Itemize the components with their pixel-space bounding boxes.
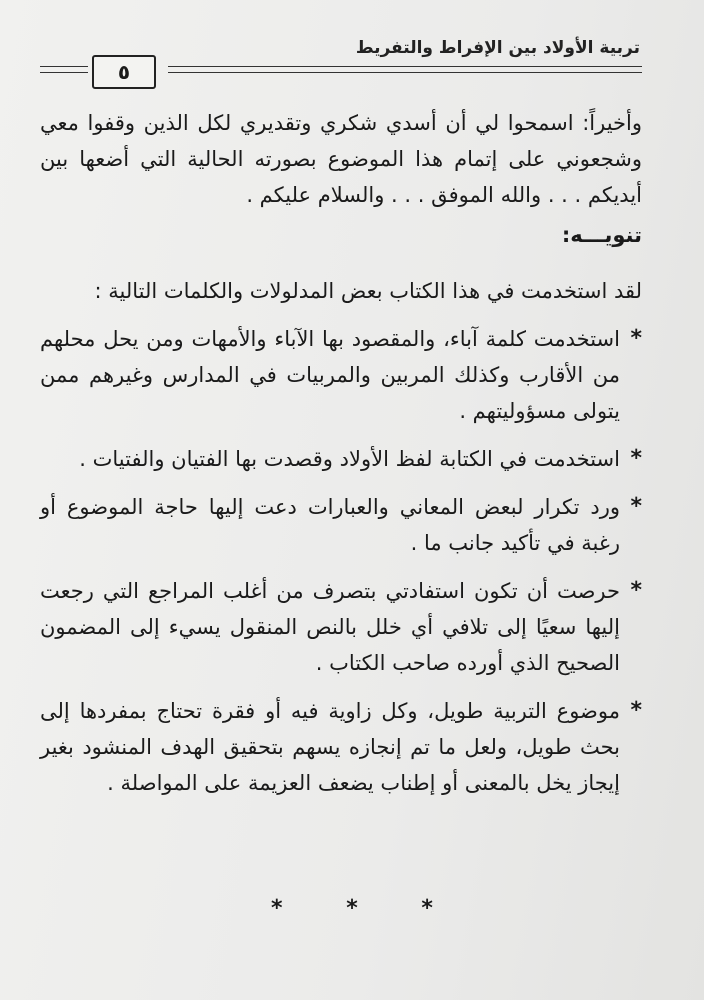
list-item (40, 441, 642, 477)
list-item-text: موضوع التربية طويل، وكل زاوية فيه أو فقرة تحتاج بمفردها إلى بحث طويل، ولعل ما تم إنجازه يسهم بتحقيق الهدف المنشود بغير إيجاز يخل بالمعنى أو إطناب يضعف العزيمة على المواصلة . (40, 699, 620, 795)
header-rule-left-top (40, 66, 88, 67)
closing-paragraph: وأخيراً: اسمحوا لي أن أسدي شكري وتقديري لكل الذين وقفوا معي وشجعوني على إتمام هذا الموضوع بصورته الحالية التي أضعها بين أيديكم . . . والله الموفق . . . والسلام عليكم . (40, 111, 642, 207)
asterisk-ornament-icon: * (346, 896, 358, 921)
asterisk-bullet-icon: * (630, 578, 642, 603)
end-ornament (0, 896, 704, 921)
list-item (40, 573, 642, 681)
page-body (40, 105, 642, 801)
asterisk-bullet-icon: * (630, 494, 642, 519)
asterisk-ornament-icon: * (421, 896, 433, 921)
asterisk-bullet-icon: * (630, 446, 642, 471)
asterisk-bullet-icon: * (630, 698, 642, 723)
note-intro: لقد استخدمت في هذا الكتاب بعض المدلولات والكلمات التالية : (94, 279, 642, 303)
running-header-title: تربية الأولاد بين الإفراط والتفريط (355, 38, 640, 58)
list-item-text: حرصت أن تكون استفادتي بتصرف من أغلب المراجع التي رجعت إليها سعيًا إلى تلافي أي خلل بالنص المنقول يسيء إلى المضمون الصحيح الذي أورده صاحب الكتاب . (40, 579, 620, 675)
list-item (40, 489, 642, 561)
asterisk-ornament-icon: * (271, 896, 283, 921)
page-number-text: ٥ (117, 60, 131, 84)
header-rule-left-bottom (40, 72, 88, 73)
list-item-text: استخدمت كلمة آباء، والمقصود بها الآباء والأمهات ومن يحل محلهم من الأقارب وكذلك المربين والمربيات في المدارس وغيرهم ممن يتولى مسؤوليتهم . (40, 327, 620, 423)
header-rule-top (168, 66, 642, 67)
list-item (40, 321, 642, 429)
header-rule-bottom (168, 72, 642, 73)
asterisk-bullet-icon: * (630, 326, 642, 351)
page-number (92, 55, 156, 89)
list-item (40, 693, 642, 801)
list-item-text: استخدمت في الكتابة لفظ الأولاد وقصدت بها الفتيان والفتيات . (79, 447, 620, 471)
note-heading: تنويـــه: (561, 223, 642, 247)
list-item-text: ورد تكرار لبعض المعاني والعبارات دعت إليها حاجة الموضوع أو رغبة في تأكيد جانب ما . (40, 495, 620, 555)
